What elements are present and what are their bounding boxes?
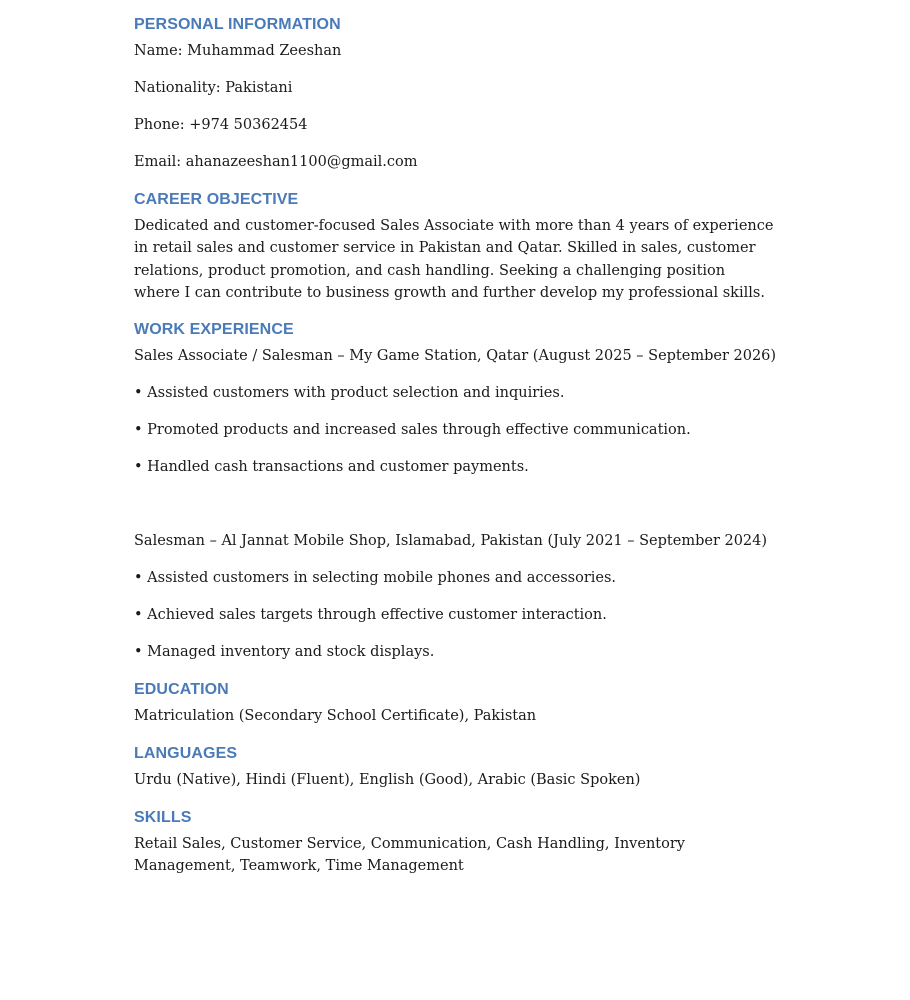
languages-heading: LANGUAGES	[134, 745, 238, 762]
skills-text: Retail Sales, Customer Service, Communication, Cash Handling, Inventory Management, Teamwork, Time Management	[134, 836, 685, 875]
personal-heading: PERSONAL INFORMATION	[134, 16, 341, 33]
nationality-line: Nationality: Pakistani	[134, 80, 293, 96]
education-heading: EDUCATION	[134, 681, 229, 698]
job-bullet: • Promoted products and increased sales through effective communication.	[134, 419, 691, 441]
job-bullet: • Assisted customers in selecting mobile phones and accessories.	[134, 567, 616, 589]
phone-line: Phone: +974 50362454	[134, 117, 308, 133]
work-heading: WORK EXPERIENCE	[134, 321, 294, 338]
objective-heading: CAREER OBJECTIVE	[134, 191, 299, 208]
languages-text: Urdu (Native), Hindi (Fluent), English (Good), Arabic (Basic Spoken)	[134, 772, 641, 788]
job-bullet: • Assisted customers with product selection and inquiries.	[134, 382, 564, 404]
name-line: Name: Muhammad Zeeshan	[134, 43, 342, 59]
job-title: Salesman – Al Jannat Mobile Shop, Islamabad, Pakistan (July 2021 – September 2024)	[134, 533, 768, 549]
job-bullet: • Handled cash transactions and customer payments.	[134, 456, 529, 478]
objective-text: Dedicated and customer-focused Sales Associate with more than 4 years of experience in retail sales and customer service in Pakistan and Qatar. Skilled in sales, customer relations, product promotion, and cash handling. Seeking a challenging position where I can contribute to business growth and further develop my professional skills.	[134, 218, 774, 301]
personal-section	[134, 15, 341, 35]
education-text: Matriculation (Secondary School Certificate), Pakistan	[134, 708, 537, 724]
job-bullet: • Achieved sales targets through effective customer interaction.	[134, 604, 607, 626]
email-line: Email: ahanazeeshan1100@gmail.com	[134, 154, 418, 170]
skills-heading: SKILLS	[134, 809, 192, 826]
job-title: Sales Associate / Salesman – My Game Station, Qatar (August 2025 – September 2026)	[134, 348, 777, 364]
job-bullet: • Managed inventory and stock displays.	[134, 641, 434, 663]
